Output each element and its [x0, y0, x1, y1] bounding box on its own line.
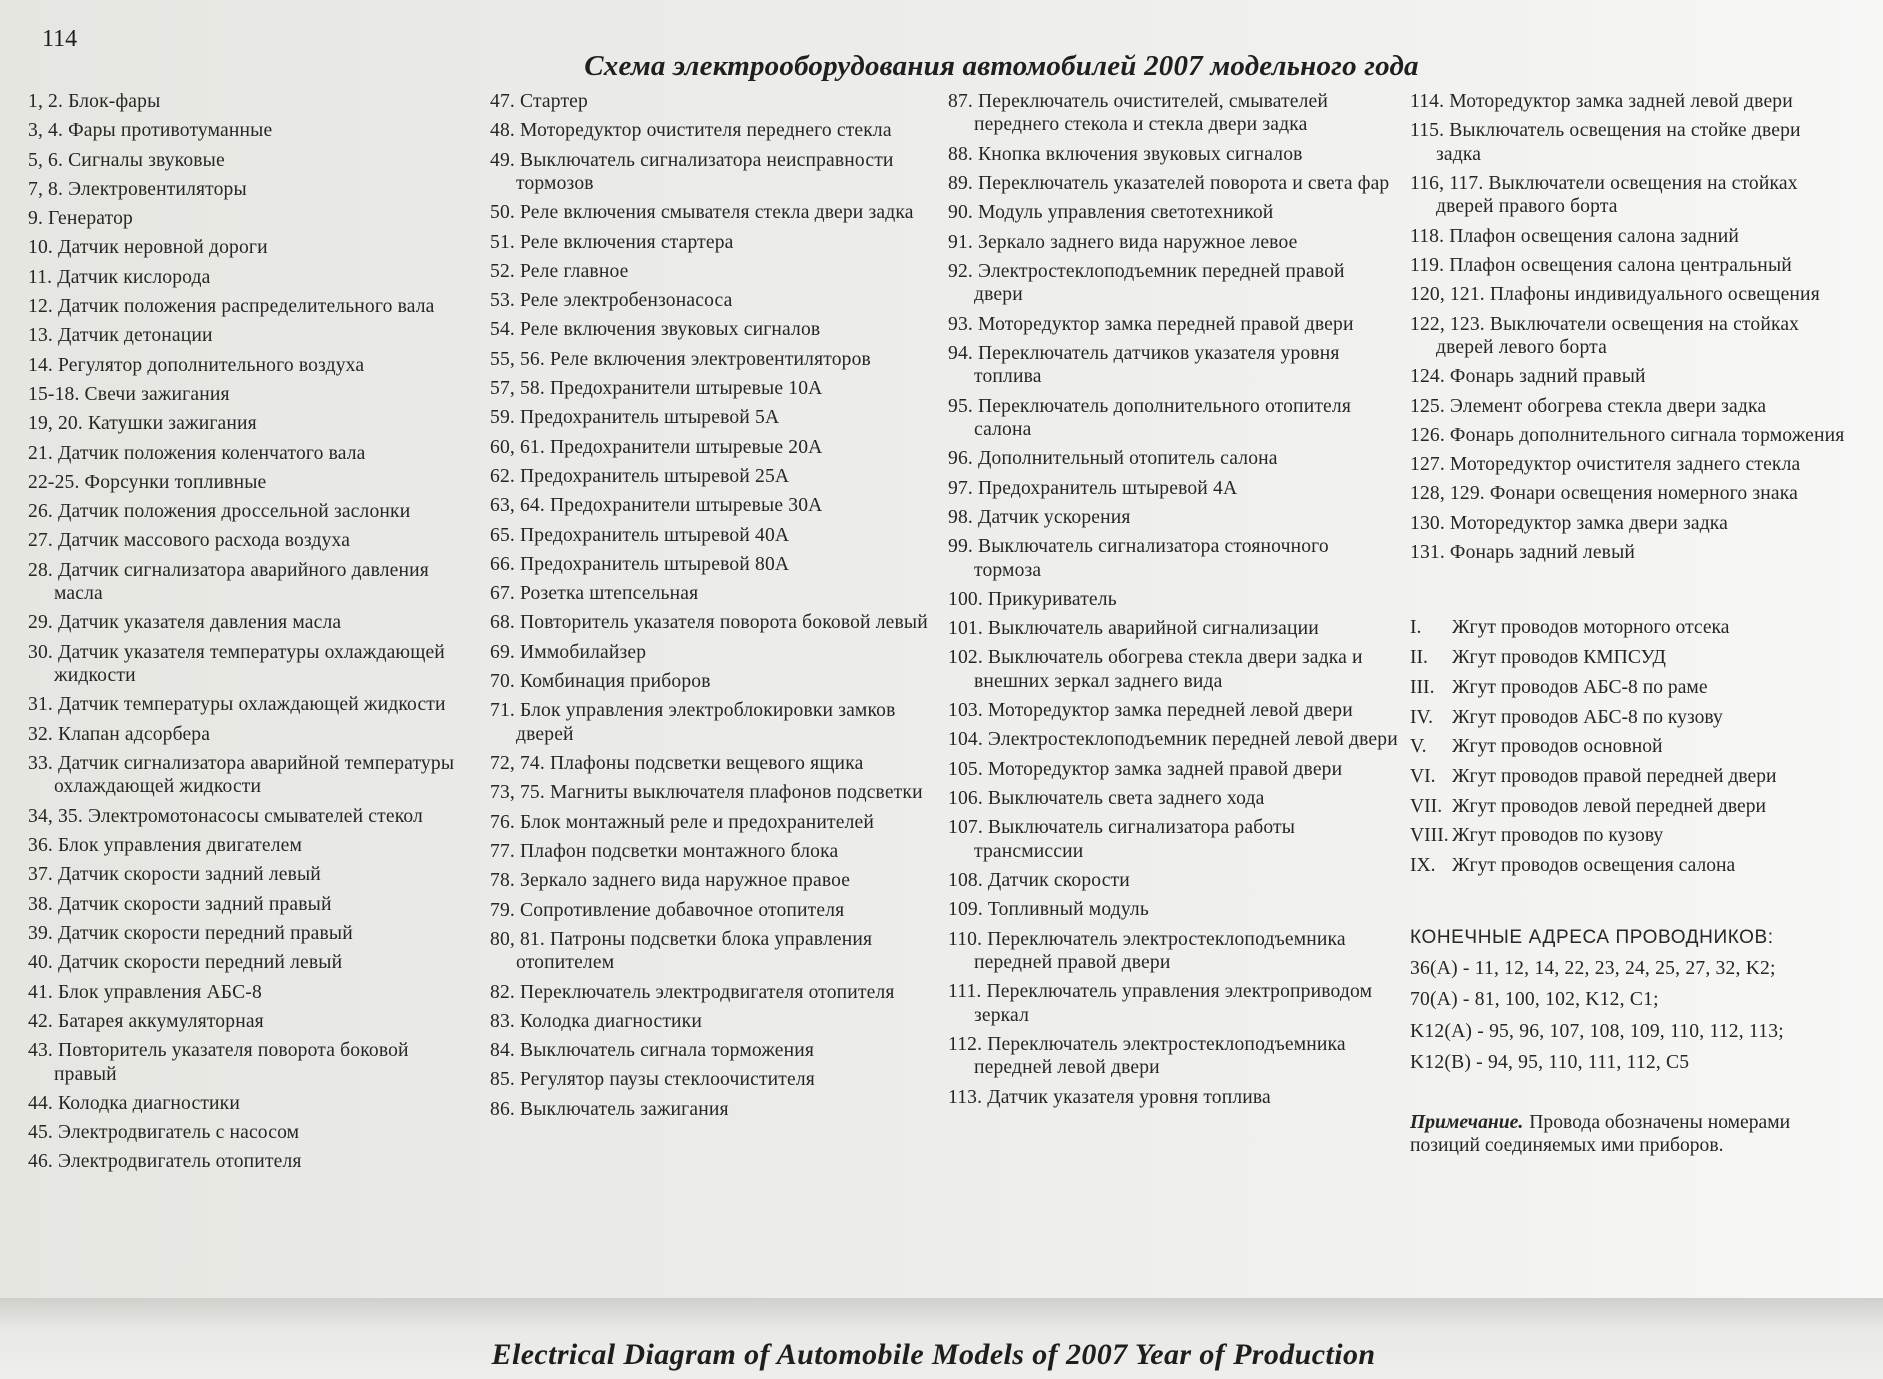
harness-text: Жгут проводов КМПСУД [1452, 647, 1666, 669]
legend-entry: 62. Предохранитель штыревой 25А [490, 465, 790, 487]
harness-number: VIII. [1410, 825, 1449, 847]
legend-entry: 120, 121. Плафоны индивидуального освещения [1410, 284, 1820, 306]
legend-entry: 67. Розетка штепсельная [490, 583, 699, 605]
harness-item [1410, 676, 1850, 699]
legend-entry: 82. Переключатель электродвигателя отопителя [490, 981, 895, 1003]
legend-entry: 119. Плафон освещения салона центральный [1410, 255, 1792, 276]
legend-entry: 32. Клапан адсорбера [28, 723, 211, 745]
legend-entry: 73, 75. Магниты выключателя плафонов подсветки [490, 782, 923, 804]
harness-item [1410, 824, 1850, 847]
legend-entry: 108. Датчик скорости [948, 870, 1130, 892]
legend-entry: 68. Повторитель указателя поворота боковой левый [490, 612, 928, 634]
legend-entry: 111. Переключатель управления электроприводом зеркал [948, 981, 1373, 1026]
address-line: K12(A) - 95, 96, 107, 108, 109, 110, 112, 113; [1410, 1020, 1784, 1042]
legend-entry: 12. Датчик положения распределительного вала [28, 296, 435, 318]
page-number: 114 [42, 26, 78, 52]
harness-text: Жгут проводов основной [1452, 736, 1663, 758]
legend-entry: 85. Регулятор паузы стеклоочистителя [490, 1069, 815, 1091]
harness-list [1410, 616, 1850, 877]
legend-entry: 10. Датчик неровной дороги [28, 237, 268, 259]
legend-entry: 122, 123. Выключатели освещения на стойках дверей левого борта [1410, 313, 1800, 358]
legend-entry: 69. Иммобилайзер [490, 641, 647, 663]
legend-entry: 13. Датчик детонации [28, 325, 213, 347]
legend-entry: 113. Датчик указателя уровня топлива [948, 1086, 1271, 1108]
legend-entry: 38. Датчик скорости задний правый [28, 893, 332, 915]
legend-entry: 99. Выключатель сигнализатора стояночного тормоза [948, 536, 1329, 581]
legend-entry: 70. Комбинация приборов [490, 671, 711, 693]
legend-entry: 5, 6. Сигналы звуковые [28, 149, 225, 171]
harness-item [1410, 735, 1850, 758]
legend-entry: 43. Повторитель указателя поворота боковой правый [28, 1040, 409, 1085]
harness-item [1410, 854, 1850, 877]
harness-item [1410, 795, 1850, 818]
harness-text: Жгут проводов моторного отсека [1452, 617, 1730, 639]
legend-entry: 105. Моторедуктор замка задней правой двери [948, 758, 1343, 780]
harness-number: V. [1410, 736, 1427, 758]
legend-entry: 48. Моторедуктор очистителя переднего стекла [490, 120, 892, 142]
legend-entry: 127. Моторедуктор очистителя заднего стекла [1410, 454, 1801, 476]
legend-entry: 39. Датчик скорости передний правый [28, 922, 353, 944]
legend-entry: 28. Датчик сигнализатора аварийного давления масла [28, 559, 429, 605]
legend-entry: 130. Моторедуктор замка двери задка [1410, 512, 1729, 534]
harness-number: III. [1410, 676, 1435, 698]
harness-text: Жгут проводов левой передней двери [1452, 795, 1767, 817]
legend-entry: 26. Датчик положения дроссельной заслонки [28, 501, 411, 523]
legend-entry: 104. Электростеклоподъемник передней левой двери [948, 729, 1398, 751]
legend-entry: 60, 61. Предохранители штыревые 20А [490, 436, 823, 458]
harness-number: IX. [1410, 855, 1436, 877]
addresses-title: КОНЕЧНЫЕ АДРЕСА ПРОВОДНИКОВ: [1410, 926, 1774, 948]
legend-entry: 101. Выключатель аварийной сигнализации [948, 618, 1319, 640]
legend-entry: 100. Прикуриватель [948, 588, 1117, 610]
legend-entry: 22-25. Форсунки топливные [28, 471, 267, 493]
harness-number: VI. [1410, 766, 1436, 787]
legend-entry: 96. Дополнительный отопитель салона [948, 448, 1278, 470]
legend-entry: 92. Электростеклоподъемник передней правой двери [948, 260, 1345, 306]
legend-entry: 88. Кнопка включения звуковых сигналов [948, 143, 1303, 165]
address-line: 70(A) - 81, 100, 102, K12, C1; [1410, 989, 1659, 1011]
legend-entry: 110. Переключатель электростеклоподъемника передней правой двери [948, 928, 1346, 974]
legend-entry: 37. Датчик скорости задний левый [28, 864, 321, 886]
legend-entry: 71. Блок управления электроблокировки замков дверей [490, 700, 896, 745]
legend-entry: 118. Плафон освещения салона задний [1410, 225, 1740, 247]
legend-entry: 30. Датчик указателя температуры охлаждающей жидкости [28, 641, 445, 687]
harness-item [1410, 706, 1850, 729]
legend-entry: 36. Блок управления двигателем [28, 835, 303, 857]
legend-entry: 11. Датчик кислорода [28, 266, 211, 288]
legend-entry: 103. Моторедуктор замка передней левой двери [948, 700, 1353, 722]
legend-entry: 54. Реле включения звуковых сигналов [490, 319, 821, 341]
note-label: Примечание. [1410, 1111, 1524, 1133]
legend-entry: 125. Элемент обогрева стекла двери задка [1410, 395, 1767, 417]
harness-number: I. [1410, 617, 1422, 639]
legend-entry: 107. Выключатель сигнализатора работы трансмиссии [948, 817, 1296, 862]
legend-entry: 84. Выключатель сигнала торможения [490, 1040, 815, 1062]
legend-entry: 114. Моторедуктор замка задней левой двери [1410, 91, 1793, 112]
legend-entry: 72, 74. Плафоны подсветки вещевого ящика [490, 753, 864, 775]
note [1410, 1111, 1850, 1158]
legend-entry: 52. Реле главное [490, 260, 629, 282]
legend-entry: 55, 56. Реле включения электровентиляторов [490, 348, 871, 370]
legend-column-4 [1410, 90, 1850, 1157]
harness-text: Жгут проводов правой передней двери [1452, 766, 1777, 787]
legend-entry: 102. Выключатель обогрева стекла двери задка и внешних зеркал заднего вида [948, 647, 1363, 692]
page-title: Схема электрооборудования автомобилей 2007 модельного года [584, 50, 1419, 82]
legend-entry: 49. Выключатель сигнализатора неисправности тормозов [490, 149, 894, 194]
harness-number: II. [1410, 647, 1428, 669]
harness-number: VII. [1410, 795, 1443, 817]
legend-entry: 31. Датчик температуры охлаждающей жидкости [28, 694, 446, 716]
harness-text: Жгут проводов АБС-8 по кузову [1452, 706, 1723, 728]
legend-entry: 128, 129. Фонари освещения номерного знака [1410, 483, 1798, 505]
harness-text: Жгут проводов по кузову [1452, 825, 1664, 847]
legend-entry: 15-18. Свечи зажигания [28, 383, 230, 405]
legend-entry: 21. Датчик положения коленчатого вала [28, 442, 366, 464]
legend-entry: 33. Датчик сигнализатора аварийной температуры охлаждающей жидкости [28, 753, 455, 798]
legend-entry: 124. Фонарь задний правый [1410, 366, 1646, 388]
legend-entry: 87. Переключатель очистителей, смывателей переднего стекола и стекла двери задка [948, 91, 1329, 136]
legend-entry: 98. Датчик ускорения [948, 506, 1131, 528]
legend-entry: 86. Выключатель зажигания [490, 1098, 729, 1120]
legend-entry: 90. Модуль управления светотехникой [948, 202, 1274, 224]
legend-entry: 77. Плафон подсветки монтажного блока [490, 840, 839, 862]
legend-entry: 59. Предохранитель штыревой 5А [490, 407, 780, 429]
addresses-list [1410, 957, 1850, 1075]
harness-item [1410, 616, 1850, 639]
legend-entry: 42. Батарея аккумуляторная [28, 1010, 264, 1032]
legend-entry: 7, 8. Электровентиляторы [28, 178, 247, 200]
note-text: Провода обозначены номерами позиций соединяемых ими приборов. [1410, 1111, 1791, 1156]
legend-entry: 97. Предохранитель штыревой 4А [948, 477, 1238, 499]
legend-entry: 1, 2. Блок-фары [28, 91, 161, 112]
harness-text: Жгут проводов освещения салона [1452, 855, 1736, 877]
legend-entry: 41. Блок управления АБС-8 [28, 981, 262, 1003]
legend-entry: 53. Реле электробензонасоса [490, 290, 733, 312]
legend-entry: 45. Электродвигатель с насосом [28, 1122, 300, 1144]
legend-entry: 80, 81. Патроны подсветки блока управления отопителем [490, 928, 873, 974]
legend-entry: 91. Зеркало заднего вида наружное левое [948, 231, 1298, 253]
legend-entry: 93. Моторедуктор замка передней правой двери [948, 313, 1354, 335]
legend-entry: 57, 58. Предохранители штыревые 10А [490, 378, 823, 400]
legend-column-3 [948, 90, 1398, 1115]
legend-entry: 50. Реле включения смывателя стекла двери задка [490, 202, 914, 224]
legend-entry: 94. Переключатель датчиков указателя уровня топлива [948, 342, 1340, 388]
legend-column-4-entries [1410, 90, 1850, 564]
legend-entry: 47. Стартер [490, 91, 588, 112]
legend-column-1 [28, 90, 468, 1180]
legend-entry: 131. Фонарь задний левый [1410, 542, 1636, 564]
legend-entry: 109. Топливный модуль [948, 899, 1149, 921]
legend-entry: 3, 4. Фары противотуманные [28, 120, 273, 142]
legend-entry: 29. Датчик указателя давления масла [28, 612, 342, 634]
legend-entry: 65. Предохранитель штыревой 40А [490, 524, 790, 546]
legend-entry: 106. Выключатель света заднего хода [948, 788, 1265, 810]
legend-entry: 116, 117. Выключатели освещения на стойках дверей правого борта [1410, 173, 1798, 218]
legend-entry: 51. Реле включения стартера [490, 231, 734, 253]
legend-entry: 78. Зеркало заднего вида наружное правое [490, 870, 851, 892]
address-line: 36(A) - 11, 12, 14, 22, 23, 24, 25, 27, 32, K2; [1410, 957, 1776, 979]
legend-entry: 95. Переключатель дополнительного отопителя салона [948, 395, 1351, 440]
english-title: Electrical Diagram of Automobile Models of 2007 Year of Production [491, 1338, 1376, 1371]
legend-entry: 9. Генератор [28, 208, 133, 230]
legend-entry: 34, 35. Электромотонасосы смывателей стекол [28, 805, 423, 827]
legend-entry: 40. Датчик скорости передний левый [28, 952, 343, 974]
legend-entry: 27. Датчик массового расхода воздуха [28, 530, 351, 552]
harness-number: IV. [1410, 706, 1434, 728]
legend-entry: 46. Электродвигатель отопителя [28, 1151, 302, 1173]
harness-item [1410, 646, 1850, 669]
address-line: K12(B) - 94, 95, 110, 111, 112, C5 [1410, 1052, 1690, 1074]
harness-text: Жгут проводов АБС-8 по раме [1452, 676, 1708, 698]
legend-column-2 [490, 90, 932, 1127]
legend-entry: 63, 64. Предохранители штыревые 30А [490, 495, 823, 517]
legend-entry: 76. Блок монтажный реле и предохранителей [490, 811, 875, 833]
legend-entry: 115. Выключатель освещения на стойке двери задка [1410, 120, 1801, 165]
legend-entry: 14. Регулятор дополнительного воздуха [28, 354, 365, 376]
legend-entry: 44. Колодка диагностики [28, 1092, 240, 1114]
legend-entry: 79. Сопротивление добавочное отопителя [490, 899, 845, 921]
legend-entry: 66. Предохранитель штыревой 80А [490, 553, 790, 575]
legend-entry: 19, 20. Катушки зажигания [28, 413, 257, 435]
legend-entry: 89. Переключатель указателей поворота и света фар [948, 173, 1390, 194]
legend-entry: 83. Колодка диагностики [490, 1010, 702, 1032]
legend-entry: 112. Переключатель электростеклоподъемника передней левой двери [948, 1034, 1346, 1079]
legend-entry: 126. Фонарь дополнительного сигнала торможения [1410, 424, 1845, 446]
harness-item [1410, 765, 1850, 788]
